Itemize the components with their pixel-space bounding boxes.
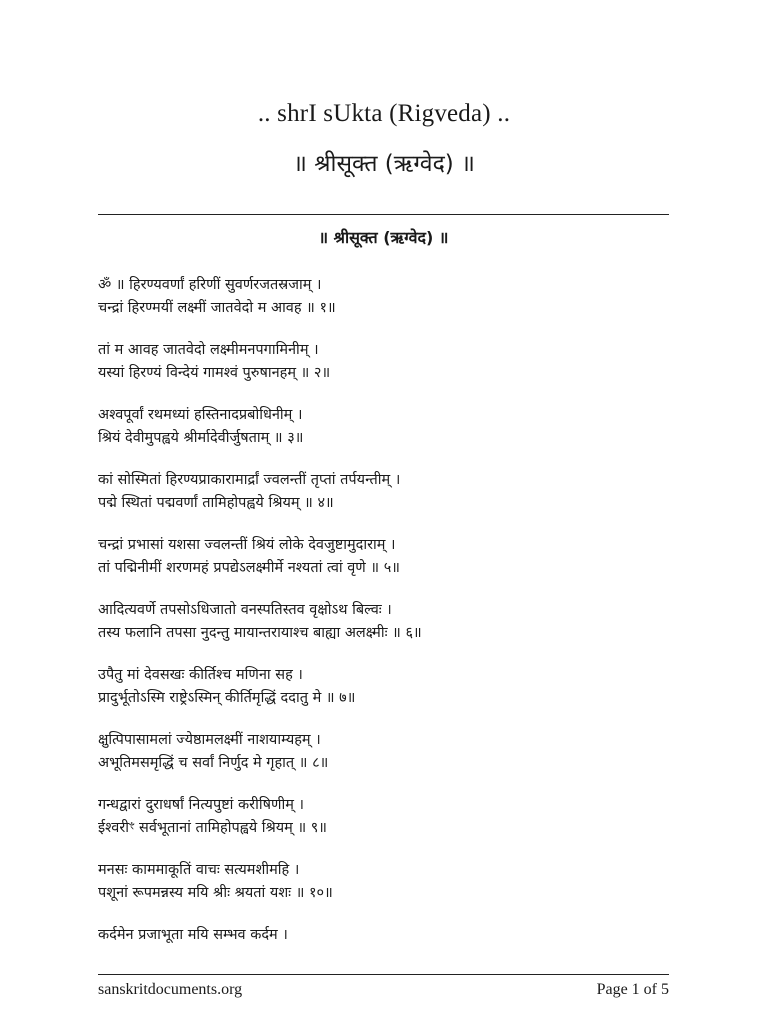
verse-7 xyxy=(98,664,669,710)
verse-6 xyxy=(98,599,669,645)
verse-line: उपैतु मां देवसखः कीर्तिश्च मणिना सह । xyxy=(98,667,303,683)
verse-line: गन्धद्वारां दुराधर्षां नित्यपुष्टां करीषिणीम् । xyxy=(98,797,304,813)
verse-line: ॐ ॥ हिरण्यवर्णां हरिणीं सुवर्णरजतस्रजाम् । xyxy=(98,277,322,293)
verse-line: प्रादुर्भूतोऽस्मि राष्ट्रेऽस्मिन् कीर्तिमृद्धिं ददातु मे ॥ ७॥ xyxy=(98,690,356,706)
verse-line: पशूनां रूपमन्नस्य मयि श्रीः श्रयतां यशः ॥ १०॥ xyxy=(98,885,333,901)
verse-line: आदित्यवर्णे तपसोऽधिजातो वनस्पतिस्तव वृक्षोऽथ बिल्वः । xyxy=(98,602,392,618)
verse-3 xyxy=(98,404,669,450)
verse-5 xyxy=(98,534,669,580)
verse-line: अश्वपूर्वां रथमध्यां हस्तिनादप्रबोधिनीम् । xyxy=(98,407,303,423)
verse-line: ईश्वरीꣳ सर्वभूतानां तामिहोपह्वये श्रियम् ॥ ९॥ xyxy=(98,820,327,836)
verse-line: चन्द्रां हिरण्मयीं लक्ष्मीं जातवेदो म आवह ॥ १॥ xyxy=(98,300,336,316)
page-number: Page 1 of 5 xyxy=(596,981,669,998)
verse-line: कर्दमेन प्रजाभूता मयि सम्भव कर्दम । xyxy=(98,927,288,943)
verse-10 xyxy=(98,859,669,905)
verse-line: कां सोस्मितां हिरण्यप्राकारामार्द्रां ज्वलन्तीं तृप्तां तर्पयन्तीम् । xyxy=(98,472,401,488)
verse-line: तां म आवह जातवेदो लक्ष्मीमनपगामिनीम् । xyxy=(98,342,319,358)
verse-line: क्षुत्पिपासामलां ज्येष्ठामलक्ष्मीं नाशयाम्यहम् । xyxy=(98,732,321,748)
footer-divider xyxy=(98,974,669,975)
verse-line: तां पद्मिनीमीं शरणमहं प्रपद्येऽलक्ष्मीर्मे नश्यतां त्वां वृणे ॥ ५॥ xyxy=(98,560,400,576)
verse-line: अभूतिमसमृद्धिं च सर्वां निर्णुद मे गृहात् ॥ ८॥ xyxy=(98,755,329,771)
section-heading: ॥ श्रीसूक्त (ऋग्वेद) ॥ xyxy=(318,228,449,247)
verse-8 xyxy=(98,729,669,775)
verse-line: यस्यां हिरण्यं विन्देयं गामश्वं पुरुषानहम् ॥ २॥ xyxy=(98,365,331,381)
verse-list xyxy=(98,274,669,966)
verse-9 xyxy=(98,794,669,840)
document-title-english: .. shrI sUkta (Rigveda) .. xyxy=(257,100,511,127)
verse-line: श्रियं देवीमुपह्वये श्रीर्मादेवीर्जुषताम् ॥ ३॥ xyxy=(98,430,304,446)
verse-line: चन्द्रां प्रभासां यशसा ज्वलन्तीं श्रियं लोके देवजुष्टामुदाराम् । xyxy=(98,537,396,553)
verse-1 xyxy=(98,274,669,320)
footer-site-label: sanskritdocuments.org xyxy=(98,981,243,998)
verse-11 xyxy=(98,924,669,947)
header-divider xyxy=(98,214,669,215)
verse-line: मनसः काममाकूतिं वाचः सत्यमशीमहि । xyxy=(98,862,300,878)
verse-line: पद्मे स्थितां पद्मवर्णां तामिहोपह्वये श्रियम् ॥ ४॥ xyxy=(98,495,334,511)
document-title-devanagari: ॥ श्रीसूक्त (ऋग्वेद) ॥ xyxy=(293,151,475,177)
verse-line: तस्य फलानि तपसा नुदन्तु मायान्तरायाश्च बाह्या अलक्ष्मीः ॥ ६॥ xyxy=(98,625,422,641)
verse-4 xyxy=(98,469,669,515)
verse-2 xyxy=(98,339,669,385)
